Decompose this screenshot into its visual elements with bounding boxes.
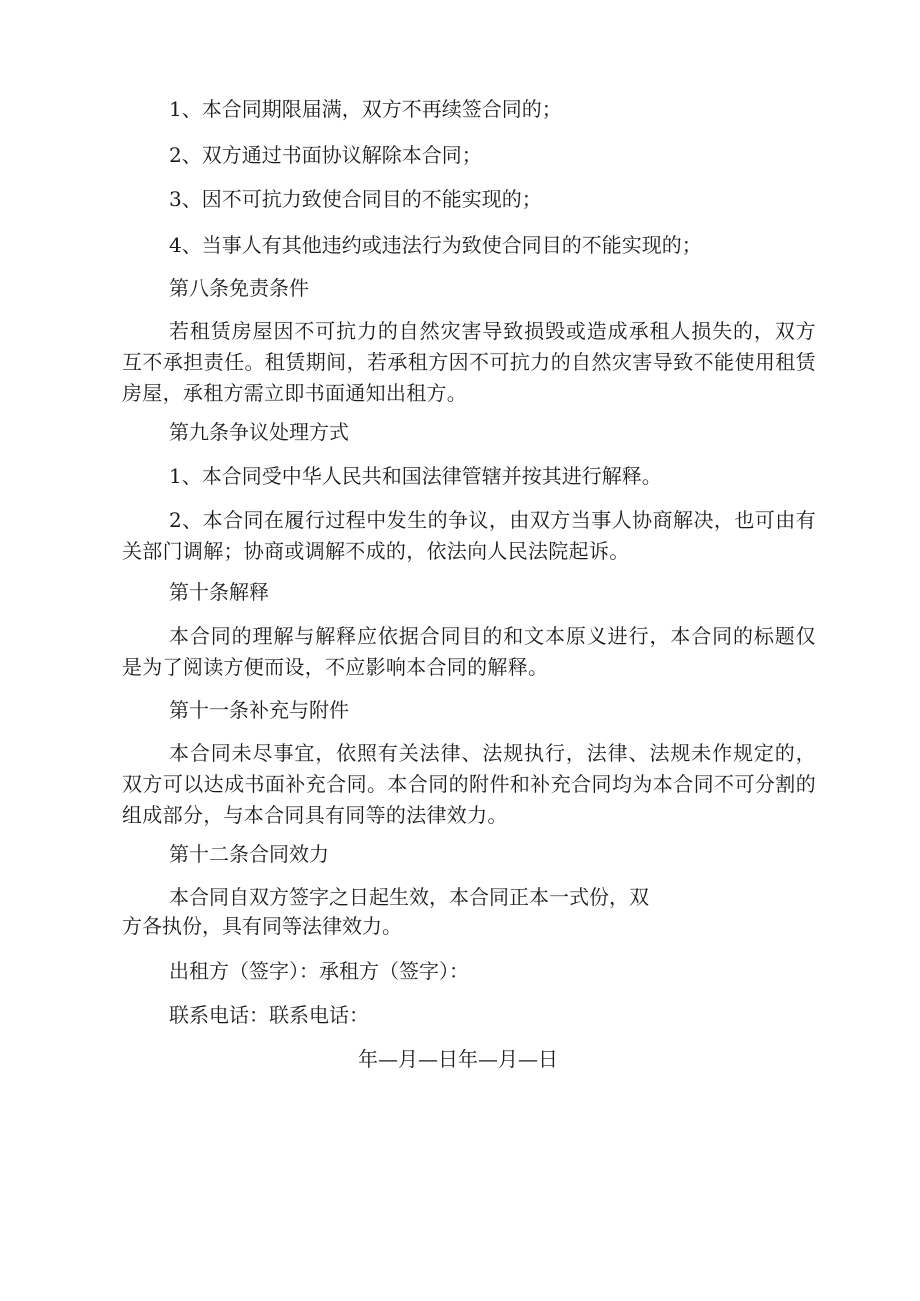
article-9-item-1: 1、本合同受中华人民共和国法律管辖并按其进行解释。 [169,464,662,488]
article-9-item-2: 2、本合同在履行过程中发生的争议，由双方当事人协商解决，也可由有关部门调解；协商或调解不成的，依法向人民法院起诉。 [122,508,816,563]
article-11-title: 第十一条补充与附件 [169,698,349,722]
article-9-title: 第九条争议处理方式 [169,420,349,444]
clause-3: 3、因不可抗力致使合同目的不能实现的； [169,187,542,211]
article-12-body-line-2: 方各执份，具有同等法律效力。 [122,914,402,938]
article-10-title: 第十条解释 [169,580,269,604]
article-10-body: 本合同的理解与解释应依据合同目的和文本原义进行，本合同的标题仅是为了阅读方便而设，不应影响本合同的解释。 [122,624,816,679]
clause-4: 4、当事人有其他违约或违法行为致使合同目的不能实现的； [169,233,702,257]
date-line: 年—月—日年—月—日 [358,1047,558,1071]
article-12-body-line-1: 本合同自双方签字之日起生效，本合同正本一式份，双 [169,885,649,909]
article-12-title: 第十二条合同效力 [169,842,329,866]
phone-line: 联系电话：联系电话： [169,1003,369,1027]
clause-2: 2、双方通过书面协议解除本合同； [169,143,482,167]
article-8-title: 第八条免责条件 [169,276,309,300]
article-8-body: 若租赁房屋因不可抗力的自然灾害导致损毁或造成承租人损失的，双方互不承担责任。租赁期间，若承租方因不可抗力的自然灾害导致不能使用租赁房屋，承租方需立即书面通知出租方。 [122,319,816,405]
article-11-body: 本合同未尽事宜，依照有关法律、法规执行，法律、法规未作规定的，双方可以达成书面补充合同。本合同的附件和补充合同均为本合同不可分割的组成部分，与本合同具有同等的法律效力。 [122,741,816,827]
clause-1: 1、本合同期限届满，双方不再续签合同的； [169,97,562,121]
signature-line: 出租方（签字）：承租方（签字）： [169,959,469,983]
